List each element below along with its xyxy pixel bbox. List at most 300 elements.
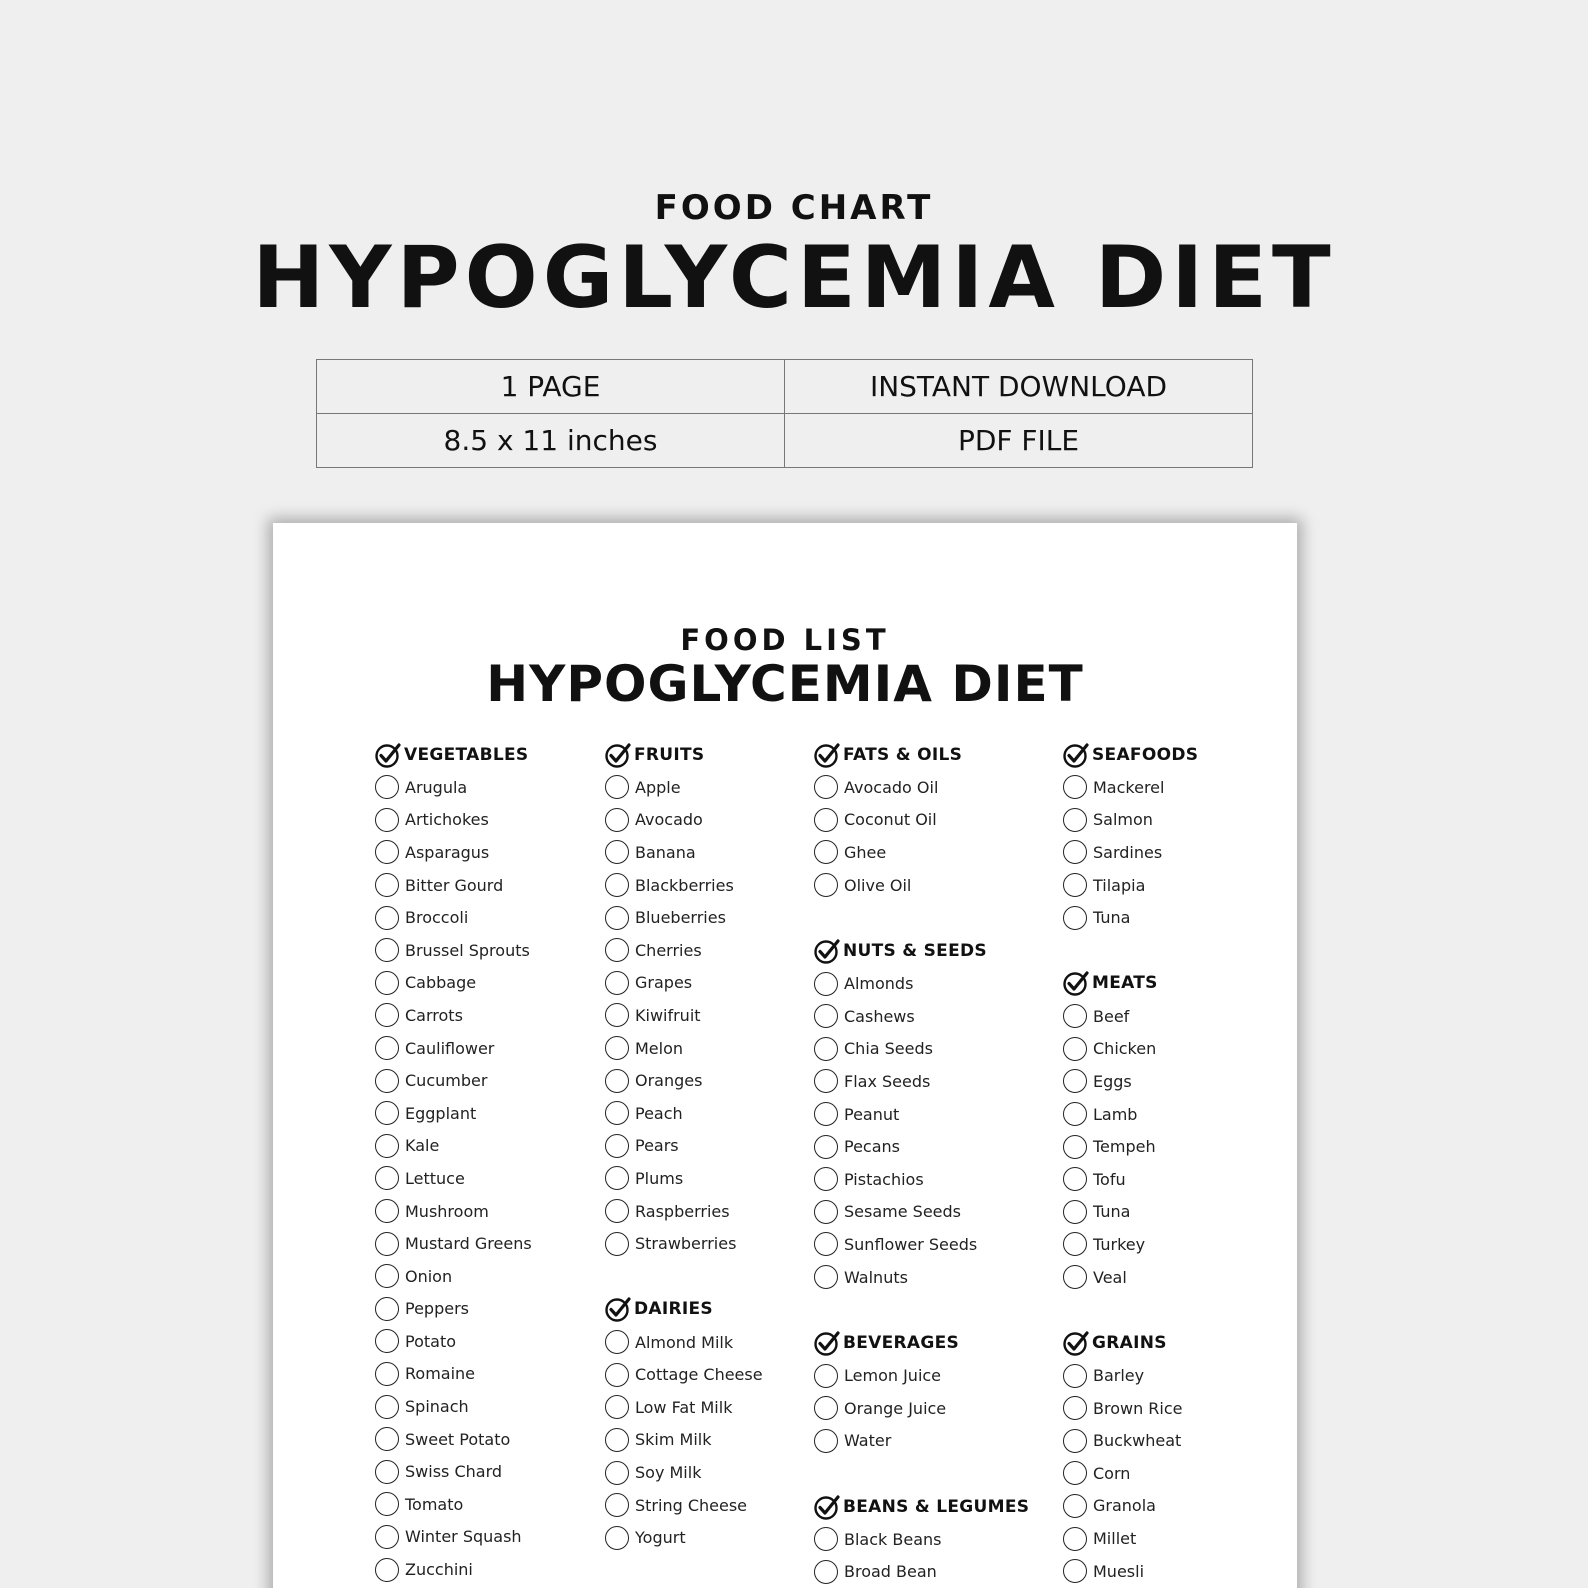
- empty-checkbox-circle[interactable]: [1063, 840, 1087, 864]
- list-item: [375, 1162, 532, 1195]
- list-item: [605, 901, 763, 934]
- list-item: [814, 1196, 1029, 1229]
- list-item-label: Melon: [635, 1038, 684, 1058]
- empty-checkbox-circle[interactable]: [814, 873, 838, 897]
- list-item-label: Asparagus: [405, 842, 490, 862]
- list-item-label: Cucumber: [405, 1071, 488, 1091]
- section-title: DAIRIES: [634, 1299, 713, 1320]
- list-item: [375, 1260, 532, 1293]
- empty-checkbox-circle[interactable]: [605, 840, 629, 864]
- list-item-label: Walnuts: [844, 1267, 908, 1287]
- list-item-label: Soy Milk: [635, 1463, 702, 1483]
- header-subtitle: FOOD CHART: [654, 188, 934, 228]
- empty-checkbox-circle[interactable]: [375, 1069, 399, 1093]
- list-item-label: Lemon Juice: [844, 1366, 942, 1386]
- list-item-label: Tilapia: [1093, 875, 1146, 895]
- list-item: [375, 869, 532, 902]
- empty-checkbox-circle[interactable]: [375, 1101, 399, 1125]
- empty-checkbox-circle[interactable]: [605, 1232, 629, 1256]
- list-item-label: Cashews: [844, 1006, 915, 1026]
- list-item: [375, 1553, 532, 1586]
- empty-checkbox-circle[interactable]: [375, 1166, 399, 1190]
- list-item: [1063, 1457, 1198, 1490]
- list-item: [605, 1097, 763, 1130]
- list-item: [1063, 1425, 1198, 1458]
- checked-circle-icon: [1063, 1330, 1089, 1356]
- list-item-label: Artichokes: [405, 810, 489, 830]
- list-item-label: Sweet Potato: [405, 1429, 511, 1449]
- list-item-label: Oranges: [635, 1071, 703, 1091]
- empty-checkbox-circle[interactable]: [605, 1003, 629, 1027]
- list-item-label: Almonds: [844, 974, 914, 994]
- empty-checkbox-circle[interactable]: [814, 1102, 838, 1126]
- list-item: [814, 1228, 1029, 1261]
- list-item-label: Black Beans: [844, 1529, 942, 1549]
- empty-checkbox-circle[interactable]: [1063, 1135, 1087, 1159]
- list-item: [605, 1032, 763, 1065]
- list-item: [375, 934, 532, 967]
- list-item: [814, 1425, 1029, 1458]
- section-header: [814, 1326, 1029, 1359]
- list-item-label: Ghee: [844, 842, 887, 862]
- list-item-label: Orange Juice: [844, 1398, 947, 1418]
- section-seafoods: [1063, 738, 1198, 934]
- empty-checkbox-circle[interactable]: [375, 1232, 399, 1256]
- section-grains: [1063, 1326, 1198, 1587]
- checked-circle-icon: [1063, 742, 1089, 768]
- empty-checkbox-circle[interactable]: [605, 775, 629, 799]
- empty-checkbox-circle[interactable]: [814, 1527, 838, 1551]
- section-header: [1063, 1326, 1198, 1359]
- list-item: [814, 1392, 1029, 1425]
- list-item: [605, 1162, 763, 1195]
- list-item: [814, 1065, 1029, 1098]
- list-item: [375, 1390, 532, 1423]
- list-item: [375, 1455, 532, 1488]
- empty-checkbox-circle[interactable]: [814, 1167, 838, 1191]
- list-item: [814, 1556, 1029, 1588]
- empty-checkbox-circle[interactable]: [1063, 775, 1087, 799]
- section-beverages: [814, 1326, 1029, 1457]
- list-item: [1063, 1000, 1198, 1033]
- section-title: FATS & OILS: [843, 744, 963, 765]
- list-item-label: Bitter Gourd: [405, 875, 504, 895]
- list-item: [375, 1130, 532, 1163]
- empty-checkbox-circle[interactable]: [375, 1492, 399, 1516]
- empty-checkbox-circle[interactable]: [1063, 1200, 1087, 1224]
- list-item-label: Grapes: [635, 973, 693, 993]
- empty-checkbox-circle[interactable]: [1063, 906, 1087, 930]
- list-item-label: Coconut Oil: [844, 810, 937, 830]
- section-title: MEATS: [1092, 973, 1158, 994]
- list-item: [1063, 1065, 1198, 1098]
- section-fats-and-oils: [814, 738, 1029, 901]
- checked-circle-icon: [605, 1296, 631, 1322]
- checked-circle-icon: [814, 742, 840, 768]
- list-item: [814, 771, 1029, 804]
- list-item: [1063, 804, 1198, 837]
- list-item: [605, 1359, 763, 1392]
- empty-checkbox-circle[interactable]: [1063, 1265, 1087, 1289]
- list-item: [375, 1195, 532, 1228]
- checked-circle-icon: [605, 742, 631, 768]
- list-item: [605, 1130, 763, 1163]
- empty-checkbox-circle[interactable]: [1063, 1167, 1087, 1191]
- info-cell-format: PDF FILE: [785, 414, 1253, 468]
- section-header: [814, 934, 1029, 967]
- checked-circle-icon: [1063, 970, 1089, 996]
- list-item-label: Tomato: [405, 1494, 464, 1514]
- empty-checkbox-circle[interactable]: [375, 840, 399, 864]
- empty-checkbox-circle[interactable]: [1063, 1069, 1087, 1093]
- section-fruits: [605, 738, 763, 1260]
- list-item-label: Beef: [1093, 1006, 1130, 1026]
- list-item: [605, 1227, 763, 1260]
- list-item: [375, 999, 532, 1032]
- column-4: [1063, 738, 1198, 1587]
- list-item-label: Buckwheat: [1093, 1431, 1182, 1451]
- empty-checkbox-circle[interactable]: [375, 1558, 399, 1582]
- list-item: [375, 1097, 532, 1130]
- list-item-label: Tuna: [1093, 908, 1131, 928]
- list-item-label: Cottage Cheese: [635, 1365, 763, 1385]
- list-item-label: Romaine: [405, 1364, 476, 1384]
- list-item: [1063, 1130, 1198, 1163]
- section-header: [814, 738, 1029, 771]
- list-item-label: Almond Milk: [635, 1332, 734, 1352]
- list-item-label: Eggplant: [405, 1103, 477, 1123]
- list-item-label: Chia Seeds: [844, 1039, 933, 1059]
- info-cell-pages: 1 PAGE: [317, 360, 785, 414]
- section-title: VEGETABLES: [404, 744, 529, 765]
- empty-checkbox-circle[interactable]: [605, 1526, 629, 1550]
- list-item-label: Mustard Greens: [405, 1234, 532, 1254]
- list-item: [1063, 1228, 1198, 1261]
- list-item: [1063, 1392, 1198, 1425]
- list-item-label: Yogurt: [635, 1528, 686, 1548]
- empty-checkbox-circle[interactable]: [605, 1363, 629, 1387]
- section-title: GRAINS: [1092, 1332, 1167, 1353]
- empty-checkbox-circle[interactable]: [605, 1101, 629, 1125]
- column-3: [814, 738, 1029, 1588]
- empty-checkbox-circle[interactable]: [375, 1395, 399, 1419]
- list-item: [1063, 1196, 1198, 1229]
- list-item-label: Brown Rice: [1093, 1398, 1183, 1418]
- empty-checkbox-circle[interactable]: [605, 873, 629, 897]
- list-item: [375, 1521, 532, 1554]
- empty-checkbox-circle[interactable]: [1063, 1037, 1087, 1061]
- list-item: [814, 1261, 1029, 1294]
- list-item-label: Spinach: [405, 1397, 469, 1417]
- list-item-label: Lamb: [1093, 1104, 1138, 1124]
- empty-checkbox-circle[interactable]: [375, 1460, 399, 1484]
- empty-checkbox-circle[interactable]: [375, 1036, 399, 1060]
- empty-checkbox-circle[interactable]: [375, 938, 399, 962]
- list-item-label: Granola: [1093, 1496, 1156, 1516]
- empty-checkbox-circle[interactable]: [375, 1329, 399, 1353]
- list-item: [1063, 1163, 1198, 1196]
- list-item: [375, 1358, 532, 1391]
- list-item: [375, 771, 532, 804]
- empty-checkbox-circle[interactable]: [1063, 1559, 1087, 1583]
- empty-checkbox-circle[interactable]: [1063, 1461, 1087, 1485]
- list-item: [1063, 1098, 1198, 1131]
- empty-checkbox-circle[interactable]: [375, 808, 399, 832]
- list-item-label: Banana: [635, 842, 696, 862]
- list-item: [605, 1195, 763, 1228]
- section-nuts-and-seeds: [814, 934, 1029, 1293]
- list-item-label: Peppers: [405, 1299, 469, 1319]
- list-item-label: Potato: [405, 1331, 457, 1351]
- list-item: [1063, 1033, 1198, 1066]
- empty-checkbox-circle[interactable]: [605, 1036, 629, 1060]
- list-item: [375, 967, 532, 1000]
- list-item-label: Plums: [635, 1168, 684, 1188]
- empty-checkbox-circle[interactable]: [605, 1069, 629, 1093]
- list-item: [375, 1488, 532, 1521]
- list-item-label: Millet: [1093, 1529, 1137, 1549]
- empty-checkbox-circle[interactable]: [375, 1297, 399, 1321]
- list-item: [605, 836, 763, 869]
- list-item: [1063, 1261, 1198, 1294]
- empty-checkbox-circle[interactable]: [1063, 1232, 1087, 1256]
- list-item-label: Corn: [1093, 1463, 1131, 1483]
- list-item-label: Sesame Seeds: [844, 1202, 961, 1222]
- empty-checkbox-circle[interactable]: [814, 1004, 838, 1028]
- info-table: [316, 359, 1253, 468]
- empty-checkbox-circle[interactable]: [814, 840, 838, 864]
- empty-checkbox-circle[interactable]: [375, 775, 399, 799]
- list-item: [605, 869, 763, 902]
- list-item-label: Avocado Oil: [844, 777, 939, 797]
- list-item-label: Eggs: [1093, 1071, 1132, 1091]
- checked-circle-icon: [375, 742, 401, 768]
- section-beans-and-legumes: [814, 1490, 1029, 1588]
- empty-checkbox-circle[interactable]: [375, 1199, 399, 1223]
- list-item-label: Brussel Sprouts: [405, 940, 530, 960]
- list-item-label: Peanut: [844, 1104, 900, 1124]
- empty-checkbox-circle[interactable]: [814, 1037, 838, 1061]
- list-item: [605, 999, 763, 1032]
- list-item-label: Raspberries: [635, 1201, 730, 1221]
- empty-checkbox-circle[interactable]: [375, 1264, 399, 1288]
- empty-checkbox-circle[interactable]: [605, 971, 629, 995]
- list-item: [375, 1032, 532, 1065]
- empty-checkbox-circle[interactable]: [605, 938, 629, 962]
- list-item-label: Tempeh: [1093, 1137, 1156, 1157]
- list-item: [814, 1359, 1029, 1392]
- list-item-label: Blueberries: [635, 908, 726, 928]
- section-title: BEVERAGES: [843, 1332, 960, 1353]
- list-item: [375, 836, 532, 869]
- empty-checkbox-circle[interactable]: [605, 1493, 629, 1517]
- list-item-label: Avocado: [635, 810, 703, 830]
- empty-checkbox-circle[interactable]: [375, 1003, 399, 1027]
- section-header: [1063, 738, 1198, 771]
- list-item-label: Arugula: [405, 777, 468, 797]
- list-item-label: Cherries: [635, 940, 702, 960]
- section-title: FRUITS: [634, 744, 705, 765]
- info-cell-delivery: INSTANT DOWNLOAD: [785, 360, 1253, 414]
- checked-circle-icon: [814, 938, 840, 964]
- list-item: [605, 1424, 763, 1457]
- list-item: [814, 1130, 1029, 1163]
- checked-circle-icon: [814, 1330, 840, 1356]
- sheet-subtitle: FOOD LIST: [680, 623, 890, 657]
- list-item: [1063, 771, 1198, 804]
- section-header: [605, 738, 763, 771]
- list-item: [1063, 1359, 1198, 1392]
- empty-checkbox-circle[interactable]: [375, 1427, 399, 1451]
- section-header: [1063, 967, 1198, 1000]
- section-vegetables: [375, 738, 532, 1586]
- empty-checkbox-circle[interactable]: [814, 808, 838, 832]
- empty-checkbox-circle[interactable]: [1063, 808, 1087, 832]
- list-item: [605, 771, 763, 804]
- list-item: [375, 1293, 532, 1326]
- empty-checkbox-circle[interactable]: [814, 1560, 838, 1584]
- list-item-label: String Cheese: [635, 1495, 748, 1515]
- empty-checkbox-circle[interactable]: [375, 1134, 399, 1158]
- empty-checkbox-circle[interactable]: [814, 1364, 838, 1388]
- list-item-label: Winter Squash: [405, 1527, 522, 1547]
- list-item-label: Barley: [1093, 1366, 1145, 1386]
- list-item-label: Pears: [635, 1136, 679, 1156]
- list-item-label: Carrots: [405, 1005, 463, 1025]
- list-item-label: Tuna: [1093, 1202, 1131, 1222]
- list-item-label: Kiwifruit: [635, 1005, 701, 1025]
- info-row: [317, 360, 1253, 414]
- list-item: [605, 1489, 763, 1522]
- section-title: BEANS & LEGUMES: [843, 1496, 1030, 1517]
- empty-checkbox-circle[interactable]: [1063, 1494, 1087, 1518]
- empty-checkbox-circle[interactable]: [814, 1135, 838, 1159]
- list-item-label: Cauliflower: [405, 1038, 495, 1058]
- empty-checkbox-circle[interactable]: [605, 1428, 629, 1452]
- empty-checkbox-circle[interactable]: [814, 1265, 838, 1289]
- empty-checkbox-circle[interactable]: [814, 1396, 838, 1420]
- section-meats: [1063, 967, 1198, 1293]
- empty-checkbox-circle[interactable]: [605, 1461, 629, 1485]
- empty-checkbox-circle[interactable]: [1063, 1004, 1087, 1028]
- empty-checkbox-circle[interactable]: [605, 1330, 629, 1354]
- column-1: [375, 738, 532, 1586]
- empty-checkbox-circle[interactable]: [375, 906, 399, 930]
- food-list-sheet: [273, 523, 1297, 1588]
- section-header: [605, 1293, 763, 1326]
- list-item-label: Pistachios: [844, 1169, 924, 1189]
- list-item-label: Cabbage: [405, 973, 477, 993]
- empty-checkbox-circle[interactable]: [814, 1069, 838, 1093]
- list-item: [814, 804, 1029, 837]
- empty-checkbox-circle[interactable]: [814, 972, 838, 996]
- list-item: [1063, 1522, 1198, 1555]
- list-item-label: Blackberries: [635, 875, 734, 895]
- list-item: [605, 934, 763, 967]
- empty-checkbox-circle[interactable]: [1063, 873, 1087, 897]
- list-item-label: Lettuce: [405, 1168, 465, 1188]
- list-item: [375, 1325, 532, 1358]
- list-item: [1063, 1490, 1198, 1523]
- empty-checkbox-circle[interactable]: [814, 1232, 838, 1256]
- list-item-label: Pecans: [844, 1137, 900, 1157]
- list-item: [375, 1227, 532, 1260]
- empty-checkbox-circle[interactable]: [1063, 1102, 1087, 1126]
- section-title: NUTS & SEEDS: [843, 940, 987, 961]
- list-item: [605, 1391, 763, 1424]
- list-item-label: Salmon: [1093, 810, 1153, 830]
- list-item-label: Zucchini: [405, 1560, 473, 1580]
- section-header: [375, 738, 532, 771]
- empty-checkbox-circle[interactable]: [1063, 1364, 1087, 1388]
- list-item: [605, 1521, 763, 1554]
- list-item: [1063, 901, 1198, 934]
- list-item: [605, 804, 763, 837]
- info-row: [317, 414, 1253, 468]
- list-item: [605, 1064, 763, 1097]
- empty-checkbox-circle[interactable]: [605, 906, 629, 930]
- empty-checkbox-circle[interactable]: [375, 971, 399, 995]
- list-item: [1063, 1555, 1198, 1588]
- list-item-label: Skim Milk: [635, 1430, 712, 1450]
- empty-checkbox-circle[interactable]: [605, 1166, 629, 1190]
- empty-checkbox-circle[interactable]: [605, 1395, 629, 1419]
- empty-checkbox-circle[interactable]: [814, 1429, 838, 1453]
- list-item: [375, 1064, 532, 1097]
- empty-checkbox-circle[interactable]: [375, 1362, 399, 1386]
- empty-checkbox-circle[interactable]: [375, 1525, 399, 1549]
- list-item: [375, 1423, 532, 1456]
- empty-checkbox-circle[interactable]: [605, 808, 629, 832]
- list-item-label: Broad Bean: [844, 1562, 937, 1582]
- empty-checkbox-circle[interactable]: [1063, 1396, 1087, 1420]
- list-item-label: Olive Oil: [844, 875, 912, 895]
- list-item-label: Veal: [1093, 1267, 1127, 1287]
- list-item-label: Low Fat Milk: [635, 1397, 733, 1417]
- list-item: [814, 836, 1029, 869]
- list-item: [605, 967, 763, 1000]
- list-item-label: Apple: [635, 777, 681, 797]
- empty-checkbox-circle[interactable]: [814, 775, 838, 799]
- list-item-label: Kale: [405, 1136, 440, 1156]
- list-item-label: Peach: [635, 1103, 683, 1123]
- list-item: [814, 1098, 1029, 1131]
- list-item: [814, 967, 1029, 1000]
- section-dairies: [605, 1293, 763, 1554]
- section-title: SEAFOODS: [1092, 744, 1199, 765]
- list-item: [814, 1163, 1029, 1196]
- empty-checkbox-circle[interactable]: [1063, 1429, 1087, 1453]
- list-item: [1063, 836, 1198, 869]
- empty-checkbox-circle[interactable]: [605, 1134, 629, 1158]
- list-item: [605, 1456, 763, 1489]
- list-item-label: Mackerel: [1093, 777, 1165, 797]
- empty-checkbox-circle[interactable]: [375, 873, 399, 897]
- list-item-label: Muesli: [1093, 1561, 1145, 1581]
- list-item: [375, 901, 532, 934]
- list-item: [814, 1000, 1029, 1033]
- list-item-label: Mushroom: [405, 1201, 489, 1221]
- header-title: HYPOGLYCEMIA DIET: [252, 228, 1336, 328]
- empty-checkbox-circle[interactable]: [1063, 1527, 1087, 1551]
- list-item: [375, 804, 532, 837]
- empty-checkbox-circle[interactable]: [814, 1200, 838, 1224]
- empty-checkbox-circle[interactable]: [605, 1199, 629, 1223]
- list-item-label: Turkey: [1093, 1234, 1146, 1254]
- section-header: [814, 1490, 1029, 1523]
- list-item: [814, 869, 1029, 902]
- sheet-title: HYPOGLYCEMIA DIET: [486, 655, 1084, 713]
